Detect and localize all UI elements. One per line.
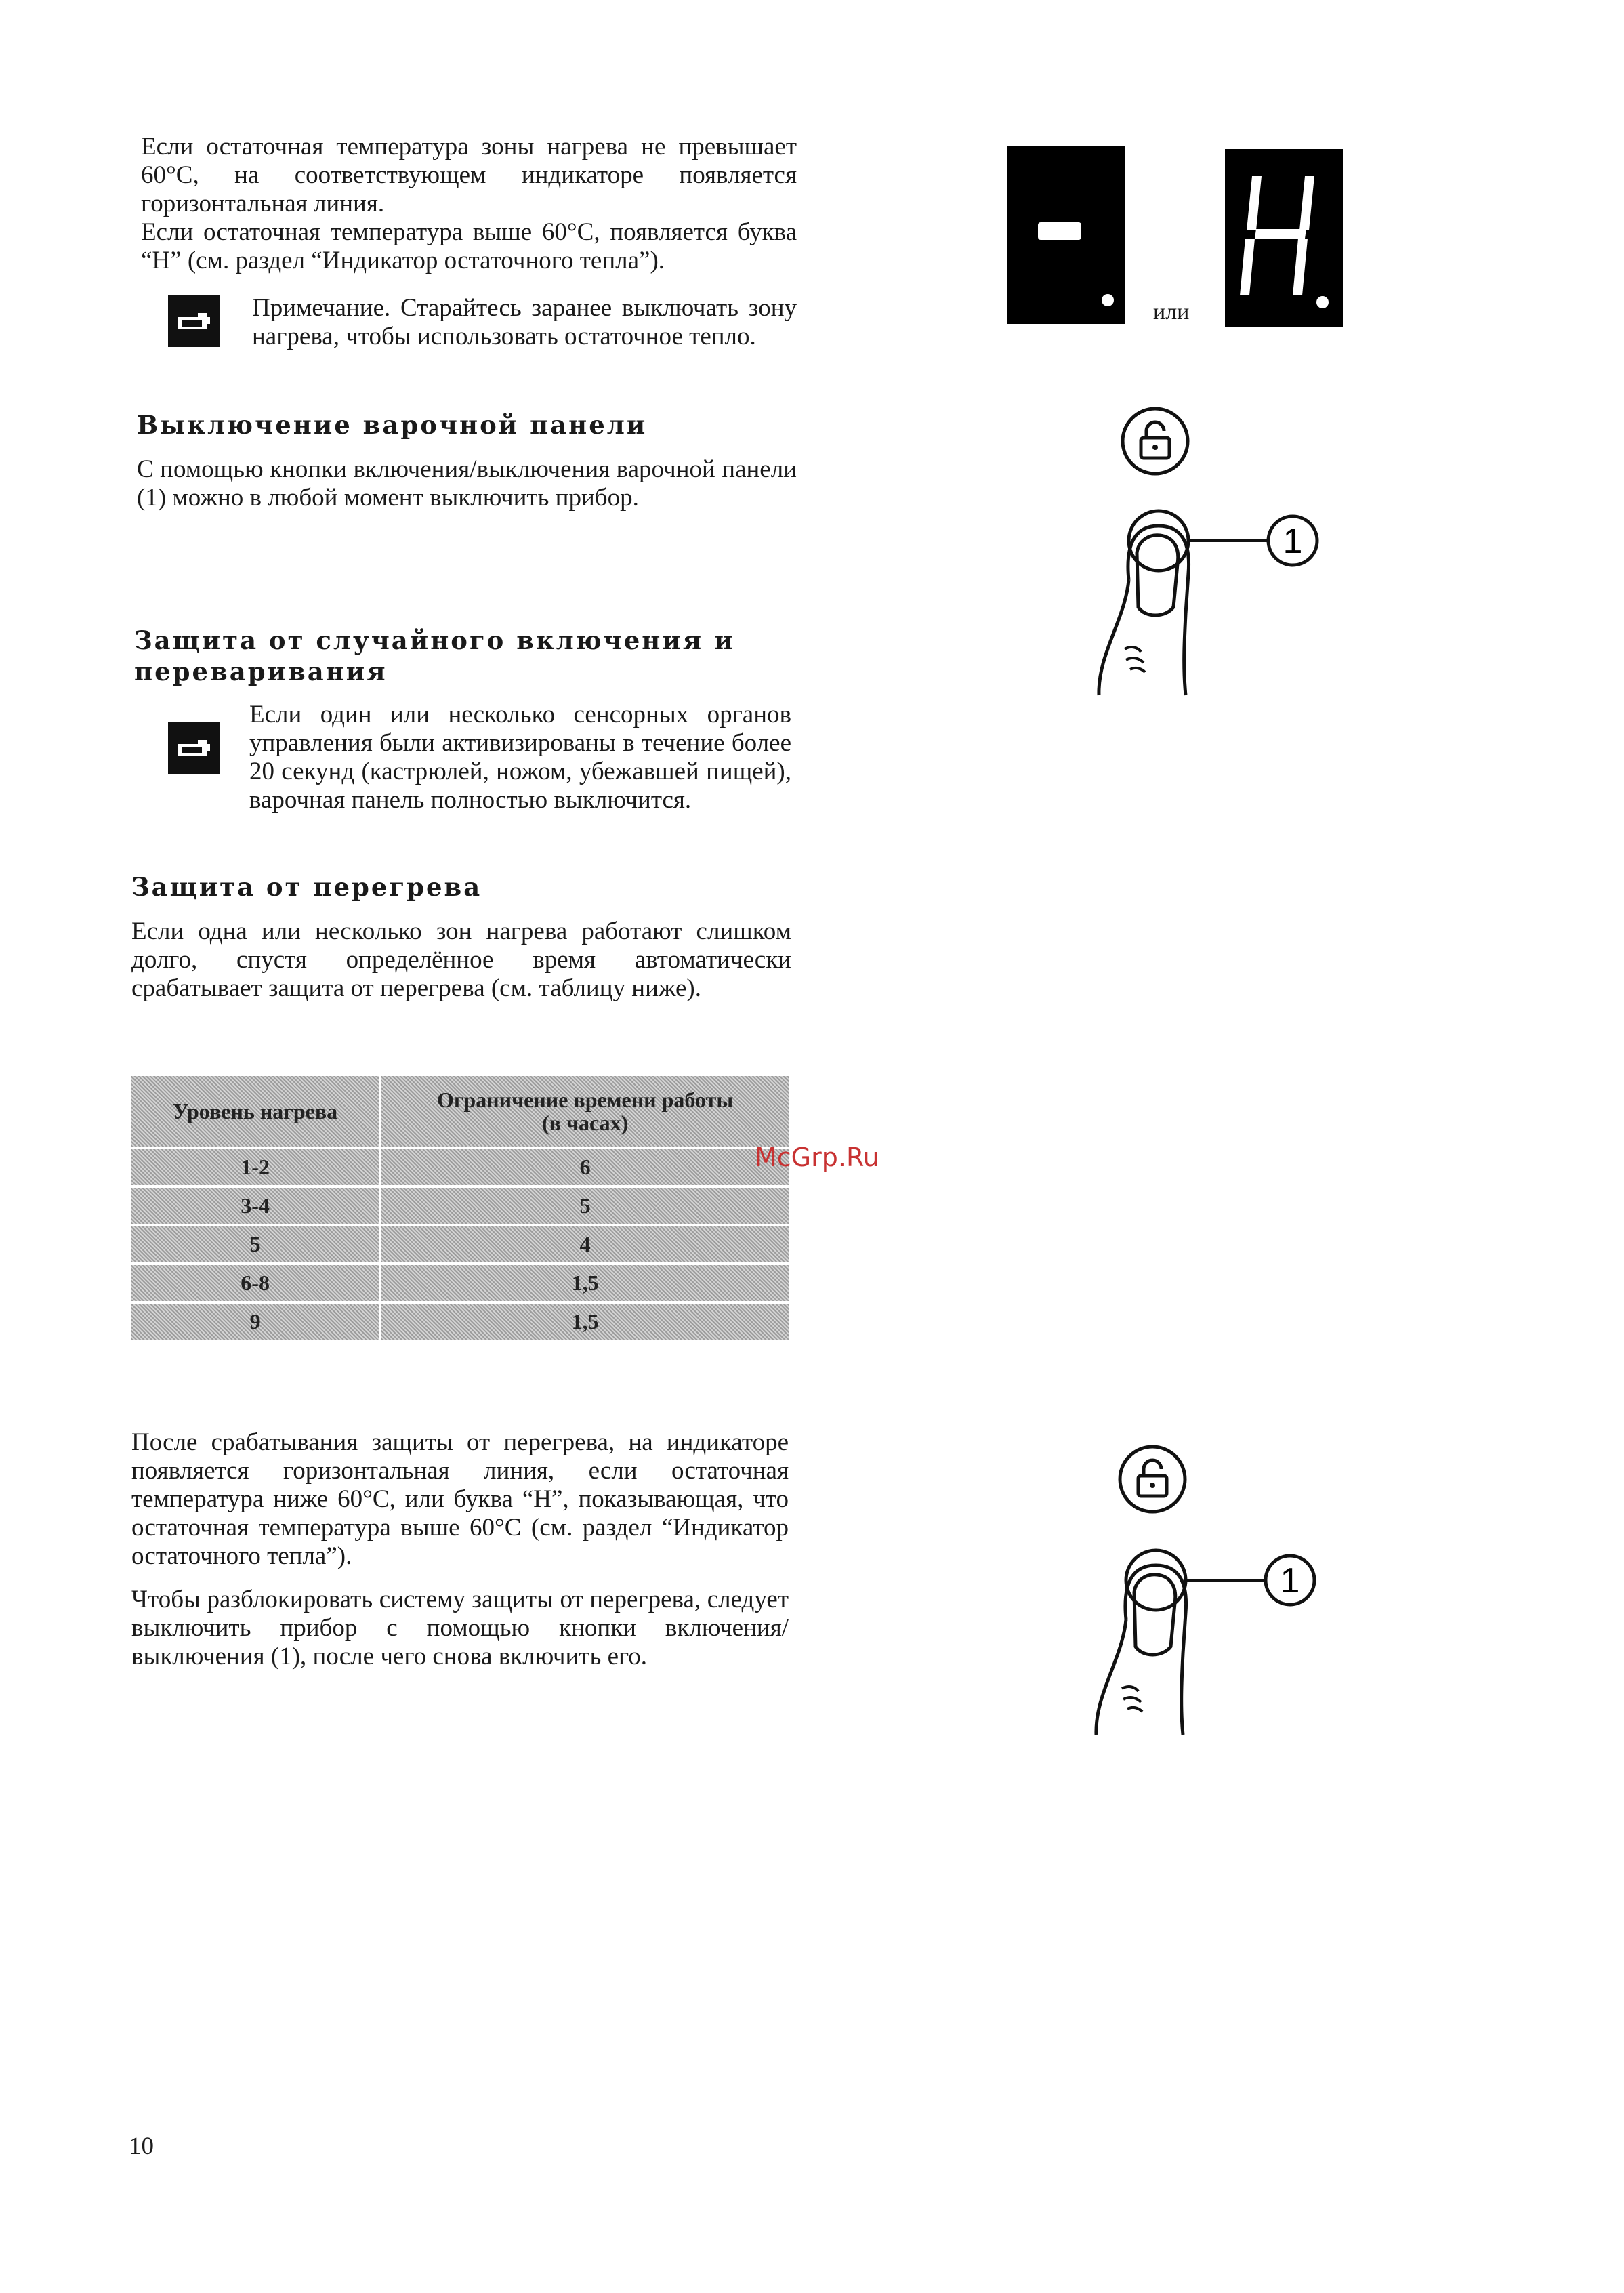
lock-button-icon — [1118, 404, 1192, 478]
table-header-time — [380, 1076, 790, 1148]
note-paragraph-2: Если один или несколько сенсорных органов управления были активизированы в течение более 20 секунд (кастрюлей, ножом, убежавшей пищей), варочная панель полностью выключится. — [249, 701, 791, 814]
watermark: McGrp.Ru — [755, 1142, 879, 1172]
unlock-paragraph: Чтобы разблокировать систему защиты от перегрева, следует выключить прибор с помощью кнопки включения/выключения (1), после чего снова включить его. — [131, 1586, 789, 1670]
table-cell-hours: 1,5 — [380, 1302, 790, 1341]
heading-switch-off: Выключение варочной панели — [137, 410, 648, 440]
switch-off-paragraph: С помощью кнопки включения/выключения варочной панели (1) можно в любой момент выключить прибор. — [137, 455, 797, 512]
indicator-h-display — [1225, 149, 1343, 327]
table-cell-level: 1-2 — [131, 1148, 380, 1186]
letter-h-segments — [1225, 149, 1343, 327]
after-overheat-paragraph: После срабатывания защиты от перегрева, на индикаторе появляется горизонтальная линия, если остаточная температура ниже 60°С, или буква “Н”, показывающая, что остаточная температура выше 60°С (см. раздел “Индикатор остаточного тепла”). — [131, 1428, 789, 1570]
table-row — [131, 1186, 790, 1225]
table-header-time-unit: (в часах) — [542, 1111, 629, 1135]
table-cell-level: 9 — [131, 1302, 380, 1341]
callout-number: 1 — [1283, 522, 1303, 561]
dash-segment — [1038, 222, 1081, 240]
or-label: или — [1153, 299, 1190, 325]
decimal-point — [1102, 294, 1114, 306]
note-hand-icon-2 — [168, 722, 220, 774]
residual-heat-paragraph-1: Если остаточная температура зоны нагрева не превышает 60°С, на соответствующем индикаторе появляется горизонтальная линия. — [141, 133, 797, 218]
table-cell-level: 3-4 — [131, 1186, 380, 1225]
table-cell-hours: 6 — [380, 1148, 790, 1186]
indicator-dash-display — [1007, 146, 1125, 324]
heading-accidental-protection: Защита от случайного включения и переваривания — [134, 625, 735, 686]
table-header-time-label: Ограничение времени работы — [437, 1088, 734, 1112]
residual-heat-paragraph-2: Если остаточная температура выше 60°С, появляется буква “Н” (см. раздел “Индикатор остаточного тепла”). — [141, 218, 797, 274]
callout-number: 1 — [1280, 1561, 1300, 1600]
table-cell-level: 6-8 — [131, 1264, 380, 1302]
finger-on-power-button-illustration — [1084, 499, 1369, 702]
table-cell-hours: 4 — [380, 1225, 790, 1264]
table-cell-hours: 1,5 — [380, 1264, 790, 1302]
note-paragraph-1: Примечание. Старайтесь заранее выключать зону нагрева, чтобы использовать остаточное тепло. — [252, 294, 797, 350]
finger-on-power-button-illustration-2 — [1081, 1538, 1366, 1741]
heading-overheat: Защита от перегрева — [131, 872, 482, 902]
table-cell-level: 5 — [131, 1225, 380, 1264]
table-row — [131, 1302, 790, 1341]
overheat-paragraph: Если одна или несколько зон нагрева работают слишком долго, спустя определённое время автоматически срабатывает защита от перегрева (см. таблицу ниже). — [131, 917, 791, 1002]
table-row — [131, 1225, 790, 1264]
table-row — [131, 1148, 790, 1186]
lock-button-icon-2 — [1115, 1442, 1190, 1516]
table-header-level: Уровень нагрева — [131, 1076, 380, 1148]
fingernail — [1137, 535, 1178, 615]
overheat-limits-table — [131, 1076, 791, 1342]
table-cell-hours: 5 — [380, 1186, 790, 1225]
table-header-row — [131, 1076, 790, 1148]
note-hand-icon — [168, 295, 220, 347]
table-row — [131, 1264, 790, 1302]
fingernail — [1134, 1575, 1175, 1655]
page-number: 10 — [129, 2132, 154, 2160]
